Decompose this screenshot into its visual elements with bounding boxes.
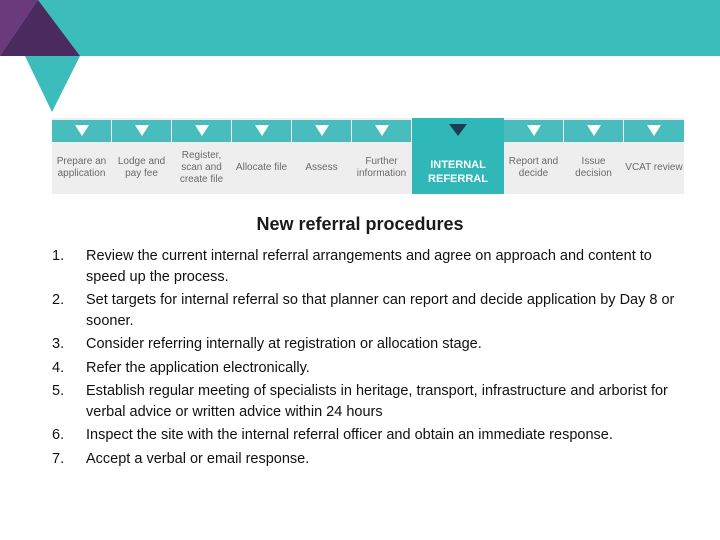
item-number: 5. (52, 383, 65, 399)
step-label: VCAT review (625, 162, 683, 173)
triangle-decoration (0, 0, 90, 115)
list-item (52, 246, 692, 287)
list-item (52, 449, 692, 470)
arrow-down-icon (195, 125, 209, 136)
step-label: Further information (356, 156, 407, 179)
step-vcat-review (624, 118, 684, 194)
arrow-down-icon (527, 125, 541, 136)
item-number: 7. (52, 450, 65, 467)
arrow-down-icon (587, 125, 601, 136)
item-text: Review the current internal referral arrangements and agree on approach and content to speed up the process. (86, 248, 652, 285)
list-item (52, 334, 692, 355)
item-number: 3. (52, 336, 65, 352)
step-label: Lodge and pay fee (117, 156, 166, 179)
item-number: 6. (52, 427, 65, 443)
procedure-list (52, 246, 692, 472)
step-internal-referral (412, 118, 504, 194)
step-further-information (352, 118, 412, 194)
step-issue-decision (564, 118, 624, 194)
step-label: Report and decide (508, 156, 559, 179)
list-item (52, 425, 692, 446)
arrow-down-icon (135, 125, 149, 136)
list-item (52, 381, 692, 422)
item-text: Inspect the site with the internal referral officer and obtain an immediate response. (86, 427, 613, 443)
item-text: Refer the application electronically. (86, 359, 310, 376)
item-number: 4. (52, 359, 65, 376)
step-label: Register, scan and create file (179, 150, 224, 185)
arrow-down-icon (315, 125, 329, 136)
arrow-down-icon (647, 125, 661, 136)
slide-title: New referral procedures (256, 214, 464, 234)
item-number: 2. (52, 292, 65, 308)
step-allocate (232, 118, 292, 194)
process-steps (52, 118, 684, 194)
list-item (52, 358, 692, 379)
arrow-down-icon (449, 124, 467, 136)
step-report-decide (504, 118, 564, 194)
step-label: Allocate file (235, 162, 288, 173)
item-number: 1. (52, 248, 65, 264)
header-band (0, 0, 720, 56)
item-text: Establish regular meeting of specialists in heritage, transport, infrastructure and arborist for verbal advice or written advice within 24 hours (86, 383, 668, 420)
list-item (52, 290, 692, 331)
step-label: Assess (305, 162, 338, 173)
item-text: Accept a verbal or email response. (86, 450, 310, 467)
item-text: Set targets for internal referral so that planner can report and decide application by Day 8 or sooner. (86, 292, 675, 329)
arrow-down-icon (375, 125, 389, 136)
step-register (172, 118, 232, 194)
step-label: Prepare an application (56, 156, 107, 179)
step-prepare (52, 118, 112, 194)
item-text: Consider referring internally at registration or allocation stage. (86, 336, 482, 352)
step-lodge (112, 118, 172, 194)
arrow-down-icon (255, 125, 269, 136)
step-label: INTERNAL REFERRAL (428, 159, 488, 185)
step-label: Issue decision (575, 156, 612, 179)
step-assess (292, 118, 352, 194)
arrow-down-icon (75, 125, 89, 136)
